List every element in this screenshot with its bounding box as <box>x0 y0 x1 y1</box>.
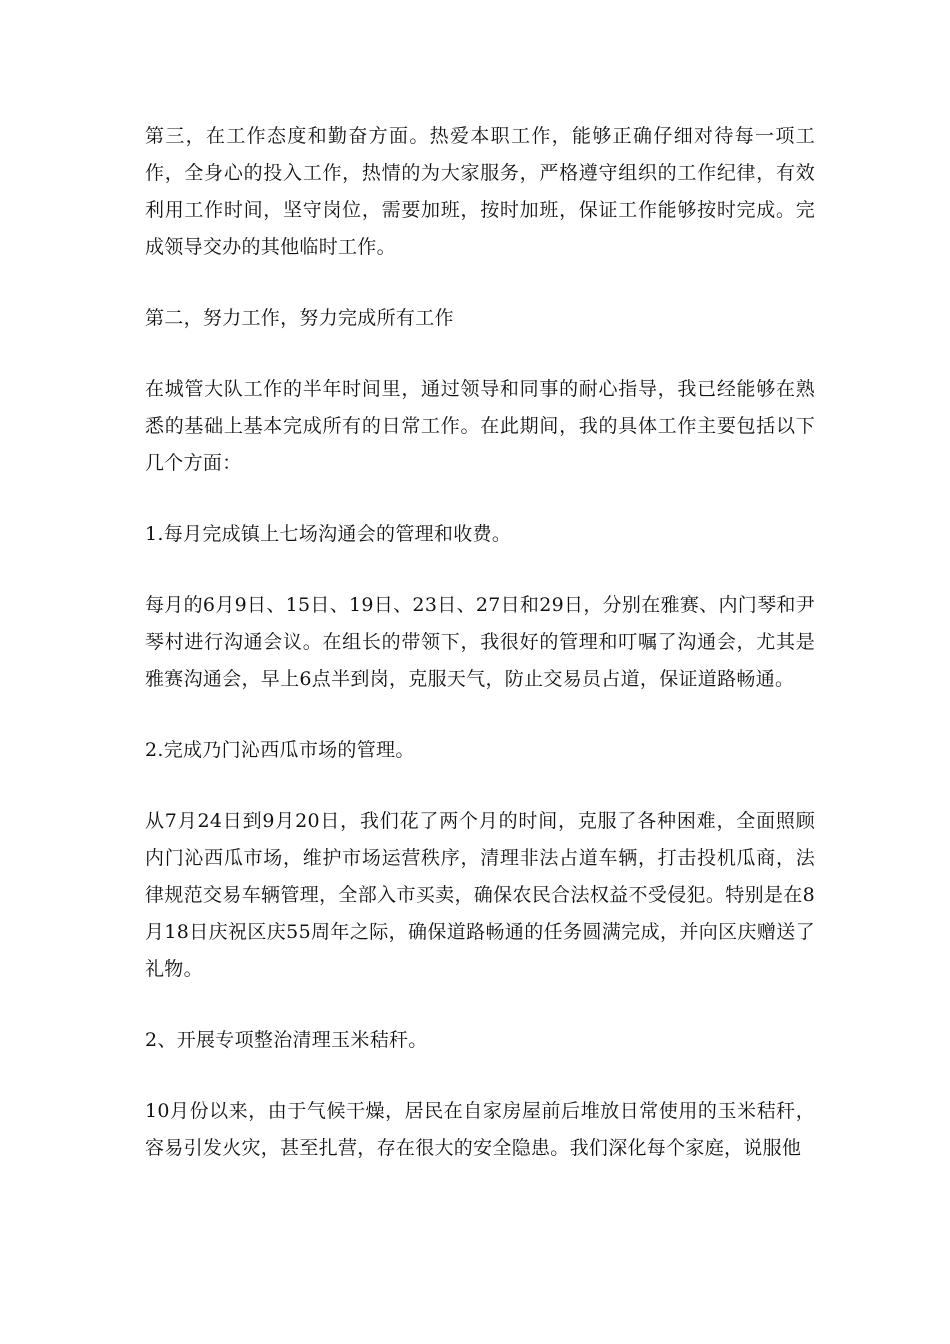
section-heading-work-hard: 第二，努力工作，努力完成所有工作 <box>145 307 454 329</box>
paragraph-half-year-summary: 在城管大队工作的半年时间里，通过领导和同事的耐心指导，我已经能够在熟悉的基础上基本完成所有的日常工作。在此期间，我的具体工作主要包括以下几个方面： <box>145 378 815 474</box>
list-heading-corn-straw: 2、开展专项整治清理玉米秸秆。 <box>145 1029 428 1051</box>
paragraph-corn-straw-detail: 10月份以来，由于气候干燥，居民在自家房屋前后堆放日常使用的玉米秸秆，容易引发火灾，甚至扎营，存在很大的安全隐患。我们深化每个家庭，说服他 <box>145 1100 815 1159</box>
paragraph-watermelon-market-detail: 从7月24日到9月20日，我们花了两个月的时间，克服了各种困难，全面照顾内门沁西瓜市场，维护市场运营秩序，清理非法占道车辆，打击投机瓜商，法律规范交易车辆管理，全部入市买卖，确保农民合法权益不受侵犯。特别是在8月18日庆祝区庆55周年之际，确保道路畅通的任务圆满完成，并向区庆赠送了礼物。 <box>145 810 815 980</box>
list-heading-watermelon-market: 2.完成乃门沁西瓜市场的管理。 <box>145 739 415 761</box>
paragraph-work-attitude: 第三，在工作态度和勤奋方面。热爱本职工作，能够正确仔细对待每一项工作，全身心的投入工作，热情的为大家服务，严格遵守组织的工作纪律，有效利用工作时间，坚守岗位，需要加班，按时加班，保证工作能够按时完成。完成领导交办的其他临时工作。 <box>145 125 815 258</box>
list-heading-meetings: 1.每月完成镇上七场沟通会的管理和收费。 <box>145 523 512 545</box>
document-body <box>145 118 815 1201</box>
paragraph-meetings-detail: 每月的6月9日、15日、19日、23日、27日和29日，分别在雅赛、内门琴和尹琴村进行沟通会议。在组长的带领下，我很好的管理和叮嘱了沟通会，尤其是雅赛沟通会，早上6点半到岗，克服天气，防止交易员占道，保证道路畅通。 <box>145 594 815 690</box>
